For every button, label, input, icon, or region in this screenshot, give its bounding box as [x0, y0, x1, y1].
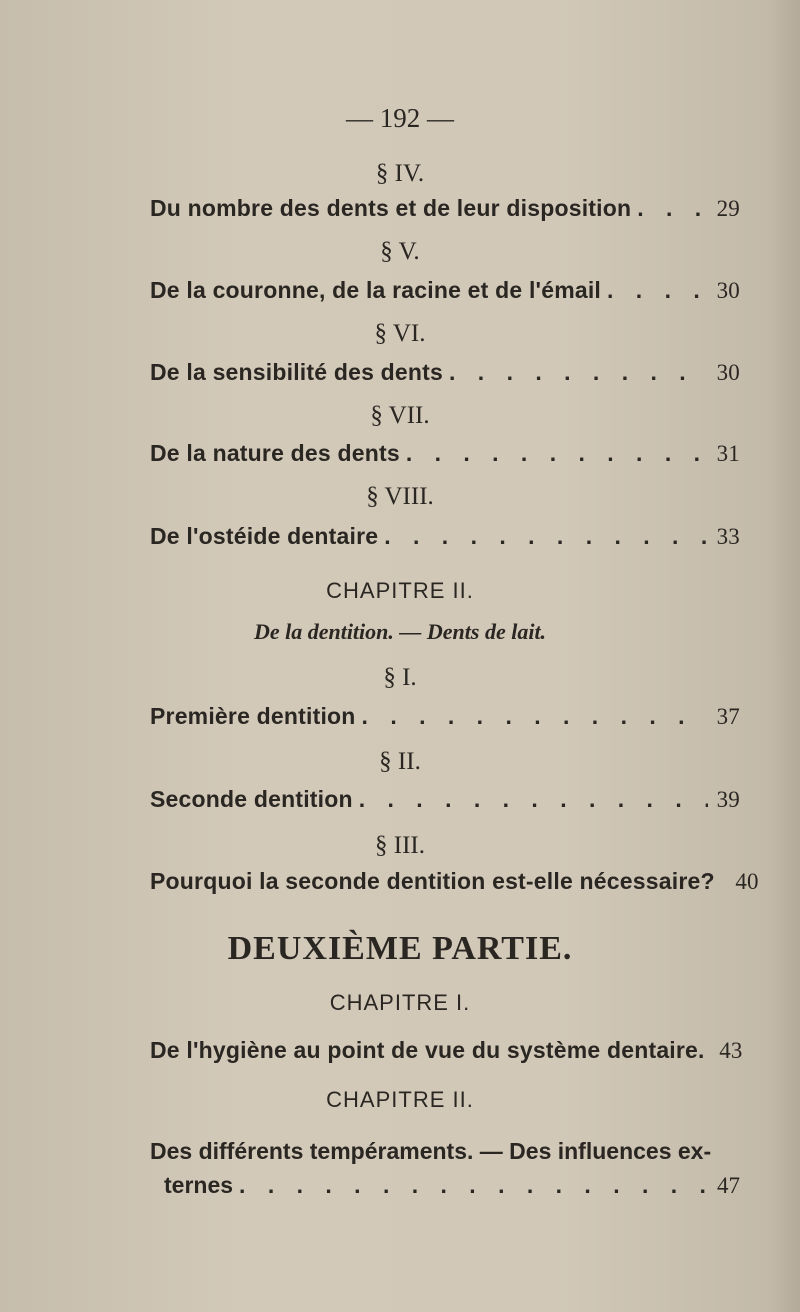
- entry-title: De la sensibilité des dents: [150, 359, 444, 385]
- entry-title: De la nature des dents: [150, 440, 400, 466]
- toc-entry: [150, 1037, 743, 1069]
- leader-dots: [378, 523, 708, 550]
- leader-dots: [601, 277, 708, 304]
- entry-title: De l'hygiène au point de vue du système dentaire.: [150, 1037, 705, 1063]
- section-heading: § III.: [375, 832, 425, 859]
- chapter-subtitle: De la dentition. — Dents de lait.: [253, 619, 547, 644]
- section-heading: § VI.: [374, 320, 426, 347]
- toc-entry: [150, 703, 740, 735]
- entry-page: 39: [716, 787, 740, 812]
- toc-entry: [150, 868, 759, 900]
- toc-entry: [150, 440, 740, 472]
- entry-title: Des différents tempéraments. — Des influences ex-: [150, 1138, 712, 1164]
- chapter-heading: CHAPITRE II.: [326, 578, 474, 603]
- entry-page: 43: [719, 1038, 743, 1063]
- entry-page: 31: [716, 441, 740, 466]
- part-heading: DEUXIÈME PARTIE.: [227, 930, 573, 967]
- section-heading: § V.: [380, 238, 420, 265]
- leader-dots: [233, 1172, 717, 1199]
- leader-dots: [631, 195, 708, 222]
- chapter-heading: CHAPITRE I.: [329, 990, 471, 1015]
- toc-entry: [150, 786, 740, 818]
- entry-title: Du nombre des dents et de leur disposition: [150, 195, 632, 221]
- section-heading: § IV.: [375, 160, 425, 187]
- toc-entry: [150, 277, 740, 309]
- entry-title-end: ternes: [164, 1172, 234, 1198]
- chapter-heading: CHAPITRE II.: [326, 1087, 474, 1112]
- toc-entry: [150, 359, 740, 391]
- page-number: — 192 —: [346, 103, 454, 133]
- leader-dots: [353, 786, 708, 813]
- entry-title: Pourquoi la seconde dentition est-elle nécessaire?: [150, 868, 715, 894]
- toc-entry: [150, 195, 740, 227]
- entry-page: 30: [716, 360, 740, 385]
- entry-page: 37: [716, 704, 740, 729]
- toc-entry: [150, 1138, 740, 1199]
- toc-entry: [150, 523, 740, 555]
- entry-page: 33: [716, 524, 740, 549]
- entry-title: De l'ostéide dentaire: [150, 523, 379, 549]
- section-heading: § II.: [379, 748, 421, 775]
- entry-title: De la couronne, de la racine et de l'émail: [150, 277, 602, 303]
- entry-page: 29: [716, 196, 740, 221]
- entry-title-continuation: [150, 1172, 740, 1199]
- entry-page: 40: [735, 869, 759, 894]
- leader-dots: [400, 440, 708, 467]
- entry-page: 47: [717, 1173, 740, 1198]
- leader-dots: [356, 703, 708, 730]
- entry-page: 30: [716, 278, 740, 303]
- entry-title: Seconde dentition: [150, 786, 353, 812]
- section-heading: § I.: [383, 664, 417, 691]
- section-heading: § VIII.: [366, 483, 434, 510]
- leader-dots: [443, 359, 708, 386]
- entry-title: Première dentition: [150, 703, 356, 729]
- section-heading: § VII.: [370, 402, 430, 429]
